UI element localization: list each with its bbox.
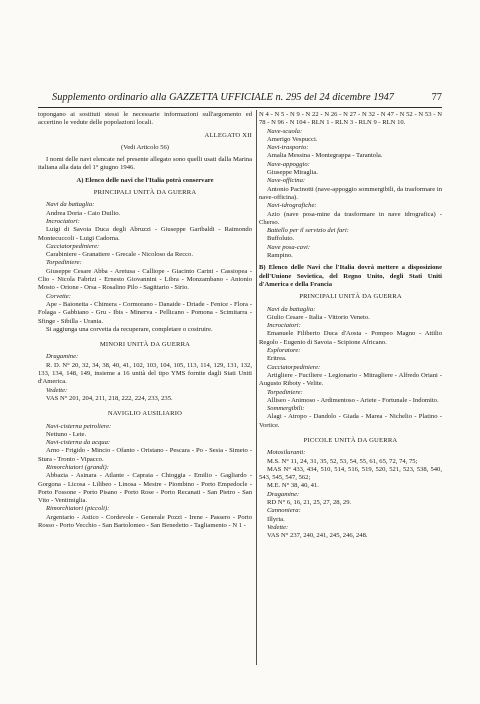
naviglio-heading: NAVIGLIO AUSILIARIO	[107, 410, 183, 418]
section-b-heading: B) Elenco delle Navi che l'Italia dovrà mettere a disposizione dell'Unione Sovietica, del Regno Unito, degli Stati Uniti d'America e della Francia	[259, 264, 442, 288]
allegato-label: ALLEGATO XII	[204, 131, 252, 139]
nomi-paragraph: I nomi delle navi elencate nel presente allegato sono quelli usati dalla Marina italiana alla data del 1° giugno 1946.	[38, 156, 252, 172]
motosiluranti-heading: Motosiluranti:	[267, 449, 306, 457]
nave-appoggio-list: Giuseppe Miraglia.	[267, 169, 318, 177]
page-header	[38, 92, 442, 106]
rimorchiatori-grandi-heading: Rimorchiatori (grandi):	[46, 463, 109, 471]
nave-scuola-list: Amerigo Vespucci.	[267, 135, 318, 143]
left-column	[38, 111, 252, 530]
cacciatorpediniere-heading: Cacciatorpediniere:	[46, 242, 100, 250]
page-number: 77	[431, 92, 442, 103]
principali-heading-b: PRINCIPALI UNITÀ DA GUERRA	[299, 293, 402, 301]
rimorchiatori-piccoli-heading: Rimorchiatori (piccoli):	[46, 505, 110, 513]
rimorchiatori-grandi-list: Abbazia - Asinara - Atlante - Capraia - Chioggia - Emilio - Gagliardo - Gorgona - Licosa - Lilibeo - Linosa - Mestre - Piombino - Porto Empedocle - Porto Fossone - Porto Pisano - Porto Rose - Porto Recanati - San Pietro - San Vito - Ventimiglia.	[38, 472, 252, 505]
incrociatori-b-heading: Incrociatori:	[267, 322, 301, 330]
vedette-list-a: VAS N° 201, 204, 211, 218, 222, 224, 233, 235.	[46, 394, 173, 402]
sommergibili-heading: Sommergibili:	[267, 405, 305, 413]
navi-battaglia-heading: Navi da battaglia:	[46, 201, 95, 209]
navi-trasporto-heading: Navi-trasporto:	[267, 144, 309, 152]
intro-paragraph: topongano ai sostituti stessi le necessarie informazioni sull'argomento ed accertino le vedute delle popolazioni locali.	[38, 111, 252, 127]
cacciatorpediniere-b-list: Artigliere - Fuciliere - Legionario - Mitragliere - Alfredo Oriani - Augusto Riboty - Velite.	[259, 371, 442, 388]
section-a-heading: A) Elenco delle navi che l'Italia potrà conservare	[76, 176, 214, 184]
corvette-note: Si aggiunga una corvetta da recuperare, completare o costruire.	[46, 325, 213, 333]
principali-heading-a: PRINCIPALI UNITÀ DA GUERRA	[93, 189, 197, 197]
rimorchiatori-piccoli-list: Argentario - Astico - Cordevole - Generale Pozzi - Irene - Passero - Porto Rosso - Porto Vecchio - San Bartolomeo - San Benedetto - Tagliamento - N 1 -	[38, 513, 252, 530]
navi-cisterna-petroliere-heading: Navi-cisterna petroliere:	[46, 422, 112, 430]
dragamine-b-heading: Dragamine:	[267, 490, 300, 498]
nave-posa-cavi-heading: Nave posa-cavi:	[267, 243, 311, 251]
esploratore-heading: Esploratore:	[267, 347, 301, 355]
nave-officina-list: Antonio Pacinotti (nave-appoggio sommergibili, da trasformare in nave-officina).	[259, 185, 442, 201]
navi-idrografiche-list: Azio (nave posa-mine da trasformare in nave idrografica) - Cherso.	[259, 210, 442, 226]
corvette-heading: Corvette:	[46, 292, 71, 300]
navi-trasporto-list: Amalia Messina - Montegrappa - Tarantola.	[267, 152, 383, 160]
esploratore-list: Eritrea.	[267, 355, 287, 363]
cannoniera-heading: Cannoniera:	[267, 507, 301, 515]
torpediniere-list: Giuseppe Cesare Abba - Aretusa - Calliope - Giacinto Carini - Cassiopea - Clio - Nicola Fabrizi - Ernesto Giovannini - Libra - Monzambano - Antonio Mosto - Orione - Orsa - Rosalino Pilo - Sagittario - Sirio.	[38, 267, 252, 292]
torpediniere-b-list: Alliseo - Animoso - Ardimentoso - Ariete - Fortunale - Indomito.	[267, 396, 439, 404]
nave-appoggio-heading: Nave-appoggio:	[267, 160, 310, 168]
mas-list: MAS N° 433, 434, 510, 514, 516, 519, 520, 521, 523, 538, 540, 543, 545, 547, 562;	[259, 465, 442, 482]
right-column	[259, 111, 442, 541]
me-list: M.E. N° 38, 40, 41.	[267, 482, 319, 490]
dragamine-heading-a: Dragamine:	[46, 353, 79, 361]
cannoniera-list: Illyria.	[267, 515, 285, 523]
navi-cisterna-acqua-list: Arno - Frigido - Mincio - Ofanto - Oristano - Pescara - Po - Sesia - Simeto - Stura - Tronto - Vipacco.	[38, 447, 252, 463]
header-rule	[38, 107, 442, 108]
incrociatori-b-list: Emanuele Filiberto Duca d'Aosta - Pompeo Magno - Attilio Regolo - Eugenio di Savoia - Scipione Africano.	[259, 330, 442, 346]
navi-idrografiche-heading: Navi-idrografiche:	[267, 202, 317, 210]
vedette-heading-a: Vedette:	[46, 386, 68, 394]
rimorchiatori-continuation: N 4 - N 5 - N 9 - N 22 - N 26 - N 27 - N 32 - N 47 - N 52 - N 53 - N 78 - N 96 - N 104 - RLN 1 - RLN 3 - RLN 9 - RLN 10.	[259, 111, 442, 127]
navi-cisterna-petroliere-list: Nettuno - Lete.	[46, 430, 87, 438]
navi-battaglia-b-list: Giulio Cesare - Italia - Vittorio Veneto.	[267, 313, 370, 321]
motosiluranti-list: M.S. N° 11, 24, 31, 35, 52, 53, 54, 55, 61, 65, 72, 74, 75;	[267, 457, 418, 465]
dragamine-b-list: RD N° 6, 16, 21, 25, 27, 28, 29.	[267, 499, 352, 507]
navi-battaglia-b-heading: Navi da battaglia:	[267, 305, 316, 313]
corvette-list: Ape - Baionetta - Chimera - Cormorano - Danaide - Driade - Fenice - Flora - Folaga - Gabbiano - Gru - Ibis - Minerva - Pellicano - Pomona - Scimitarra - Sfinge - Sibilla - Urania.	[38, 300, 252, 325]
navi-cisterna-acqua-heading: Navi-cisterna da acqua:	[46, 439, 111, 447]
vedi-articolo: (Vedi Articolo 56)	[121, 143, 169, 151]
incrociatori-list: Luigi di Savoia Duca degli Abruzzi - Giuseppe Garibaldi - Raimondo Montecuccoli - Luigi Cadorna.	[38, 226, 252, 242]
torpediniere-b-heading: Torpediniere:	[267, 388, 303, 396]
nave-posa-cavi-list: Rampino.	[267, 252, 293, 260]
dragamine-list-a: R. D. N° 20, 32, 34, 38, 40, 41, 102, 103, 104, 105, 113, 114, 129, 131, 132, 133, 134, 148, 149, insieme a 16 unità del tipo YMS fornite dagli Stati Uniti d'America.	[38, 361, 252, 386]
vedette-b-heading: Vedette:	[267, 523, 289, 531]
navi-battaglia-list: Andrea Doria - Caio Duilio.	[46, 209, 121, 217]
nave-scuola-heading: Nave-scuola:	[267, 127, 303, 135]
column-divider	[256, 110, 257, 665]
nave-officina-heading: Nave-officina:	[267, 177, 306, 185]
incrociatori-heading: Incrociatori:	[46, 217, 80, 225]
torpediniere-heading: Torpediniere:	[46, 259, 82, 267]
piccole-heading: PICCOLE UNITÀ DA GUERRA	[303, 436, 398, 444]
minori-heading: MINORI UNITÀ DA GUERRA	[99, 341, 191, 349]
battello-fari-heading: Battello per il servizio dei fari:	[267, 227, 349, 235]
gazette-title: Supplemento ordinario alla GAZZETTA UFFICIALE n. 295 del 24 dicembre 1947	[52, 92, 395, 103]
cacciatorpediniere-b-heading: Cacciatorpediniere:	[267, 363, 321, 371]
battello-fari-list: Buffoluto.	[267, 235, 295, 243]
vedette-b-list: VAS N° 237, 240, 241, 245, 246, 248.	[267, 532, 368, 540]
sommergibili-list: Alagi - Atropo - Dandolo - Giada - Marea - Nichelio - Platino - Vortice.	[259, 413, 442, 429]
cacciatorpediniere-list: Carabiniere - Granatiere - Grecale - Nicoloso da Recco.	[46, 251, 194, 259]
